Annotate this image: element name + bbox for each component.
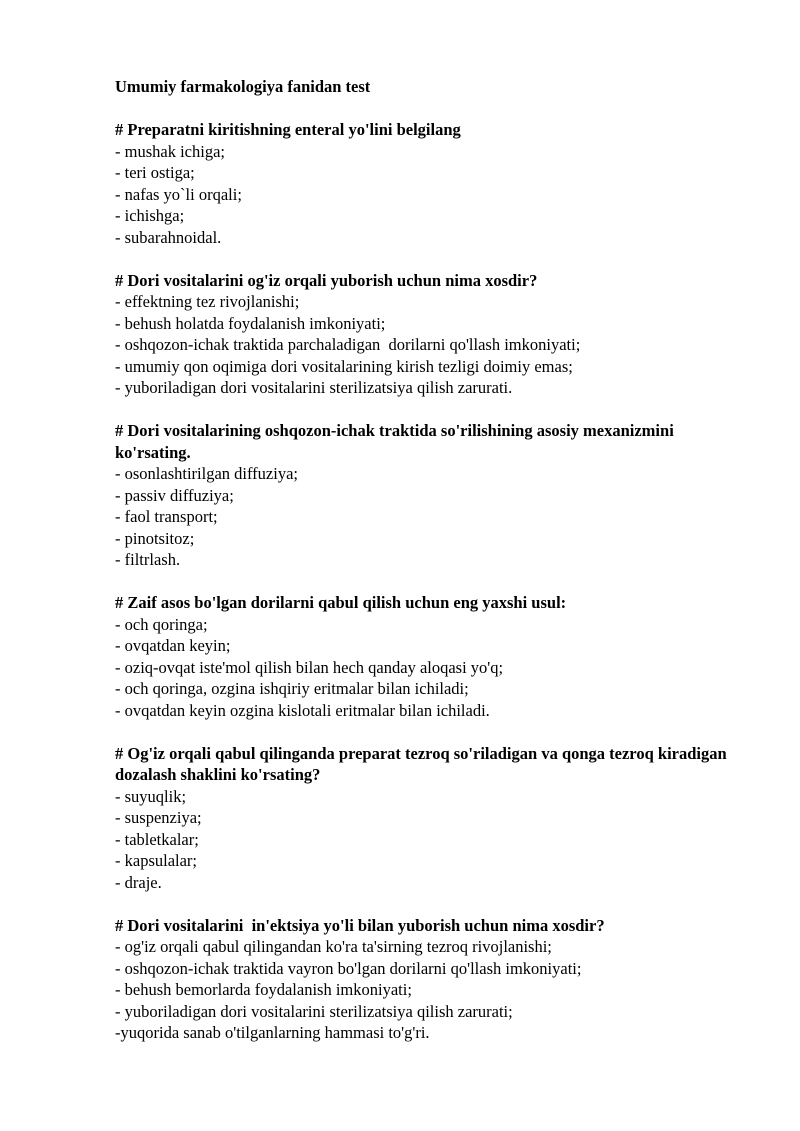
question-heading: # Dori vositalarining oshqozon-ichak traktida so'rilishining asosiy mexanizmini ko'rsating.	[115, 421, 678, 462]
answer-option: - och qoringa;	[115, 614, 208, 634]
answer-option: - och qoringa, ozgina ishqiriy eritmalar bilan ichiladi;	[115, 679, 469, 698]
answer-option: - passiv diffuziya;	[115, 485, 234, 505]
question-block-4	[115, 592, 745, 721]
question-block-3	[115, 420, 745, 571]
question-block-6	[115, 915, 745, 1044]
answer-option: - oshqozon-ichak traktida vayron bo'lgan dorilarni qo'llash imkoniyati;	[115, 958, 582, 978]
answer-option: - ovqatdan keyin ozgina kislotali eritmalar bilan ichiladi.	[115, 700, 490, 720]
answer-option: -yuqorida sanab o'tilganlarning hammasi to'g'ri.	[115, 1023, 430, 1042]
question-heading: # Dori vositalarini in'ektsiya yo'li bilan yuborish uchun nima xosdir?	[115, 915, 605, 935]
answer-option: - subarahnoidal.	[115, 227, 222, 247]
answer-option: - oshqozon-ichak traktida parchaladigan dorilarni qo'llash imkoniyati;	[115, 335, 581, 354]
question-heading: # Og'iz orqali qabul qilinganda preparat tezroq so'riladigan va qonga tezroq kiradigan dozalash shaklini ko'rsating?	[115, 743, 731, 784]
answer-option: - umumiy qon oqimiga dori vositalarining kirish tezligi doimiy emas;	[115, 356, 573, 376]
question-heading: # Dori vositalarini og'iz orqali yuborish uchun nima xosdir?	[115, 270, 538, 290]
answer-option: - draje.	[115, 872, 162, 892]
answer-option: - suyuqlik;	[115, 786, 187, 806]
answer-option: - filtrlash.	[115, 550, 181, 569]
answer-option: - tabletkalar;	[115, 829, 199, 849]
question-heading: # Zaif asos bo'lgan dorilarni qabul qilish uchun eng yaxshi usul:	[115, 593, 567, 612]
document-title: Umumiy farmakologiya fanidan test	[115, 77, 371, 96]
question-block-5	[115, 743, 745, 894]
answer-option: - osonlashtirilgan diffuziya;	[115, 464, 298, 483]
answer-option: - effektning tez rivojlanishi;	[115, 292, 300, 311]
answer-option: - nafas yo`li orqali;	[115, 184, 242, 204]
answer-option: - teri ostiga;	[115, 163, 195, 182]
answer-option: - behush holatda foydalanish imkoniyati;	[115, 313, 386, 333]
question-block-2	[115, 270, 745, 399]
answer-option: - ovqatdan keyin;	[115, 636, 231, 655]
answer-option: - faol transport;	[115, 507, 218, 526]
question-block-1	[115, 119, 745, 248]
answer-option: - pinotsitoz;	[115, 528, 195, 548]
answer-option: - kapsulalar;	[115, 851, 198, 870]
answer-option: - yuboriladigan dori vositalarini sterilizatsiya qilish zarurati.	[115, 378, 513, 397]
answer-option: - suspenziya;	[115, 808, 202, 827]
answer-option: - behush bemorlarda foydalanish imkoniyati;	[115, 980, 412, 999]
answer-option: - oziq-ovqat iste'mol qilish bilan hech qanday aloqasi yo'q;	[115, 657, 504, 677]
answer-option: - yuboriladigan dori vositalarini sterilizatsiya qilish zarurati;	[115, 1001, 513, 1021]
question-heading: # Preparatni kiritishning enteral yo'lini belgilang	[115, 120, 461, 139]
answer-option: - og'iz orqali qabul qilingandan ko'ra ta'sirning tezroq rivojlanishi;	[115, 937, 552, 956]
answer-option: - mushak ichiga;	[115, 141, 225, 161]
answer-option: - ichishga;	[115, 206, 185, 225]
